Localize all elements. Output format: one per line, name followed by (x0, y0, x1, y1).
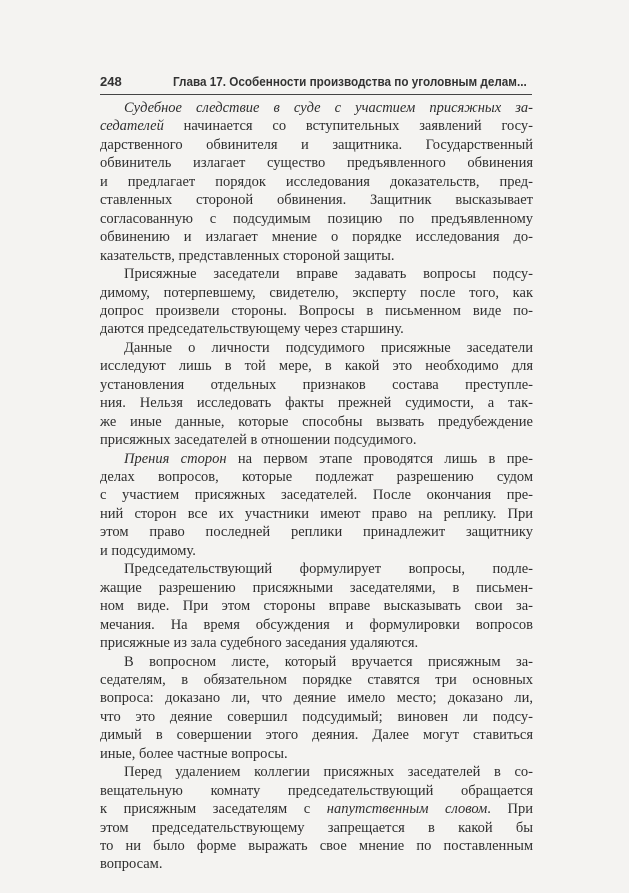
text-line (100, 486, 533, 504)
text-line (100, 819, 533, 837)
text-line (100, 117, 533, 135)
page-number: 248 (100, 74, 122, 89)
text-run: ния. Нельзя исследовать факты прежней судимости, а так- (100, 395, 533, 412)
text-run: димому, потерпевшему, свидетелю, эксперту после того, как (100, 284, 533, 301)
text-run: присяжные из зала судебного заседания удаляются. (100, 635, 419, 652)
text-run: иные, более частные вопросы. (100, 745, 288, 762)
text-run: и предлагает порядок исследования доказательств, пред- (100, 173, 533, 190)
text-line (100, 154, 533, 172)
text-line (100, 782, 533, 800)
text-run: Присяжные заседатели вправе задавать вопросы подсу- (124, 266, 533, 283)
text-run: Данные о личности подсудимого присяжные заседатели (124, 339, 533, 356)
text-run: делах вопросов, которые подлежат разрешению судом (100, 469, 533, 485)
text-line (100, 800, 533, 818)
text-line (100, 745, 533, 763)
text-line (100, 413, 533, 431)
text-run: Перед удалением коллегии присяжных заседателей в со- (124, 764, 533, 781)
text-line (100, 302, 533, 320)
text-line (124, 653, 533, 671)
text-line (100, 689, 533, 707)
text-run: допрос произвели стороны. Вопросы в письменном виде по- (100, 302, 533, 319)
text-line (100, 173, 533, 191)
text-line (100, 228, 533, 246)
text-line (100, 468, 533, 486)
text-line (100, 284, 533, 302)
text-line (100, 320, 533, 338)
text-line (100, 616, 533, 634)
text-run: исследуют лишь в той мере, в какой это необходимо для (100, 358, 533, 375)
text-line (124, 763, 533, 781)
text-line (100, 210, 533, 228)
text-run: седателям, в обязательном порядке ставятся три основных (100, 671, 533, 688)
text-run: Председательствующий формулирует вопросы, подле- (124, 561, 533, 578)
italic-term: Судебное следствие в суде с участием присяжных за- (124, 100, 533, 116)
text-run: даются председательствующему через старшину. (100, 321, 404, 338)
text-line (100, 394, 533, 412)
text-run: вопросам. (100, 856, 163, 873)
text-run: димый в совершении этого деяния. Далее могут ставиться (100, 727, 533, 744)
text-run: . При (487, 801, 533, 818)
text-run: этом право последней реплики принадлежит защитнику (100, 524, 533, 541)
text-run: установления отдельных признаков состава преступле- (100, 376, 533, 393)
text-line (124, 339, 533, 357)
text-run: согласованную с подсудимым позицию по предъявленному (100, 210, 533, 227)
text-line (100, 597, 533, 615)
text-line (100, 247, 533, 265)
text-run: жащие разрешению присяжными заседателями, в письмен- (100, 579, 533, 596)
text-line (100, 708, 533, 726)
running-header (100, 72, 532, 95)
text-run: то ни было форме выражать свое мнение по поставленным (100, 838, 533, 854)
text-run: мечания. На время обсуждения и формулировки вопросов (100, 616, 533, 633)
text-run: вещательную комнату председательствующий обращается (100, 782, 533, 799)
text-line (100, 376, 533, 394)
text-line (100, 431, 533, 449)
text-line (100, 523, 533, 541)
text-run: и подсудимому. (100, 542, 196, 559)
italic-term: седателей (100, 118, 164, 135)
text-run: В вопросном листе, который вручается присяжным за- (124, 653, 533, 670)
text-line (100, 671, 533, 689)
text-line (124, 560, 533, 578)
text-run: с участием присяжных заседателей. После окончания пре- (100, 487, 533, 504)
text-run: начинается со вступительных заявлений госу- (163, 118, 533, 135)
text-line (100, 837, 533, 855)
text-line (100, 136, 533, 154)
text-run: же иные данные, которые способны вызвать предубеждение (100, 413, 533, 430)
text-run: вопроса: доказано ли, что деяние имело место; доказано ли, (100, 690, 533, 707)
text-line (100, 855, 533, 873)
text-run: этом председательствующему запрещается в какой бы (100, 819, 533, 836)
text-line (100, 542, 533, 560)
italic-term: напутственным словом (326, 801, 488, 818)
text-run: дарственного обвинителя и защитника. Государственный (100, 136, 533, 153)
text-line (100, 726, 533, 744)
text-line (124, 450, 533, 468)
text-run: ний сторон все их участники имеют право на реплику. При (100, 505, 533, 522)
text-run: к присяжным заседателям с (100, 801, 327, 818)
text-line (100, 191, 533, 209)
text-line (124, 265, 533, 283)
text-run: ном виде. При этом стороны вправе высказывать свои за- (100, 598, 533, 615)
text-run: обвинению и излагает мнение о порядке исследования до- (100, 229, 533, 246)
text-line (100, 579, 533, 597)
text-run: на первом этапе проводятся лишь в пре- (226, 450, 533, 467)
text-run: казательств, представленных стороной защиты. (100, 247, 395, 264)
italic-term: Прения сторон (124, 450, 227, 467)
text-run: что это деяние совершил подсудимый; виновен ли подсу- (100, 708, 533, 725)
text-run: присяжных заседателей в отношении подсудимого. (100, 432, 417, 449)
text-line (124, 99, 533, 117)
text-line (100, 505, 533, 523)
text-run: ставленных стороной обвинения. Защитник высказывает (100, 192, 533, 209)
text-line (100, 634, 533, 652)
text-line (100, 357, 533, 375)
text-run: обвинитель излагает существо предъявленного обвинения (100, 155, 533, 172)
chapter-title: Глава 17. Особенности производства по уголовным делам... (173, 74, 527, 89)
